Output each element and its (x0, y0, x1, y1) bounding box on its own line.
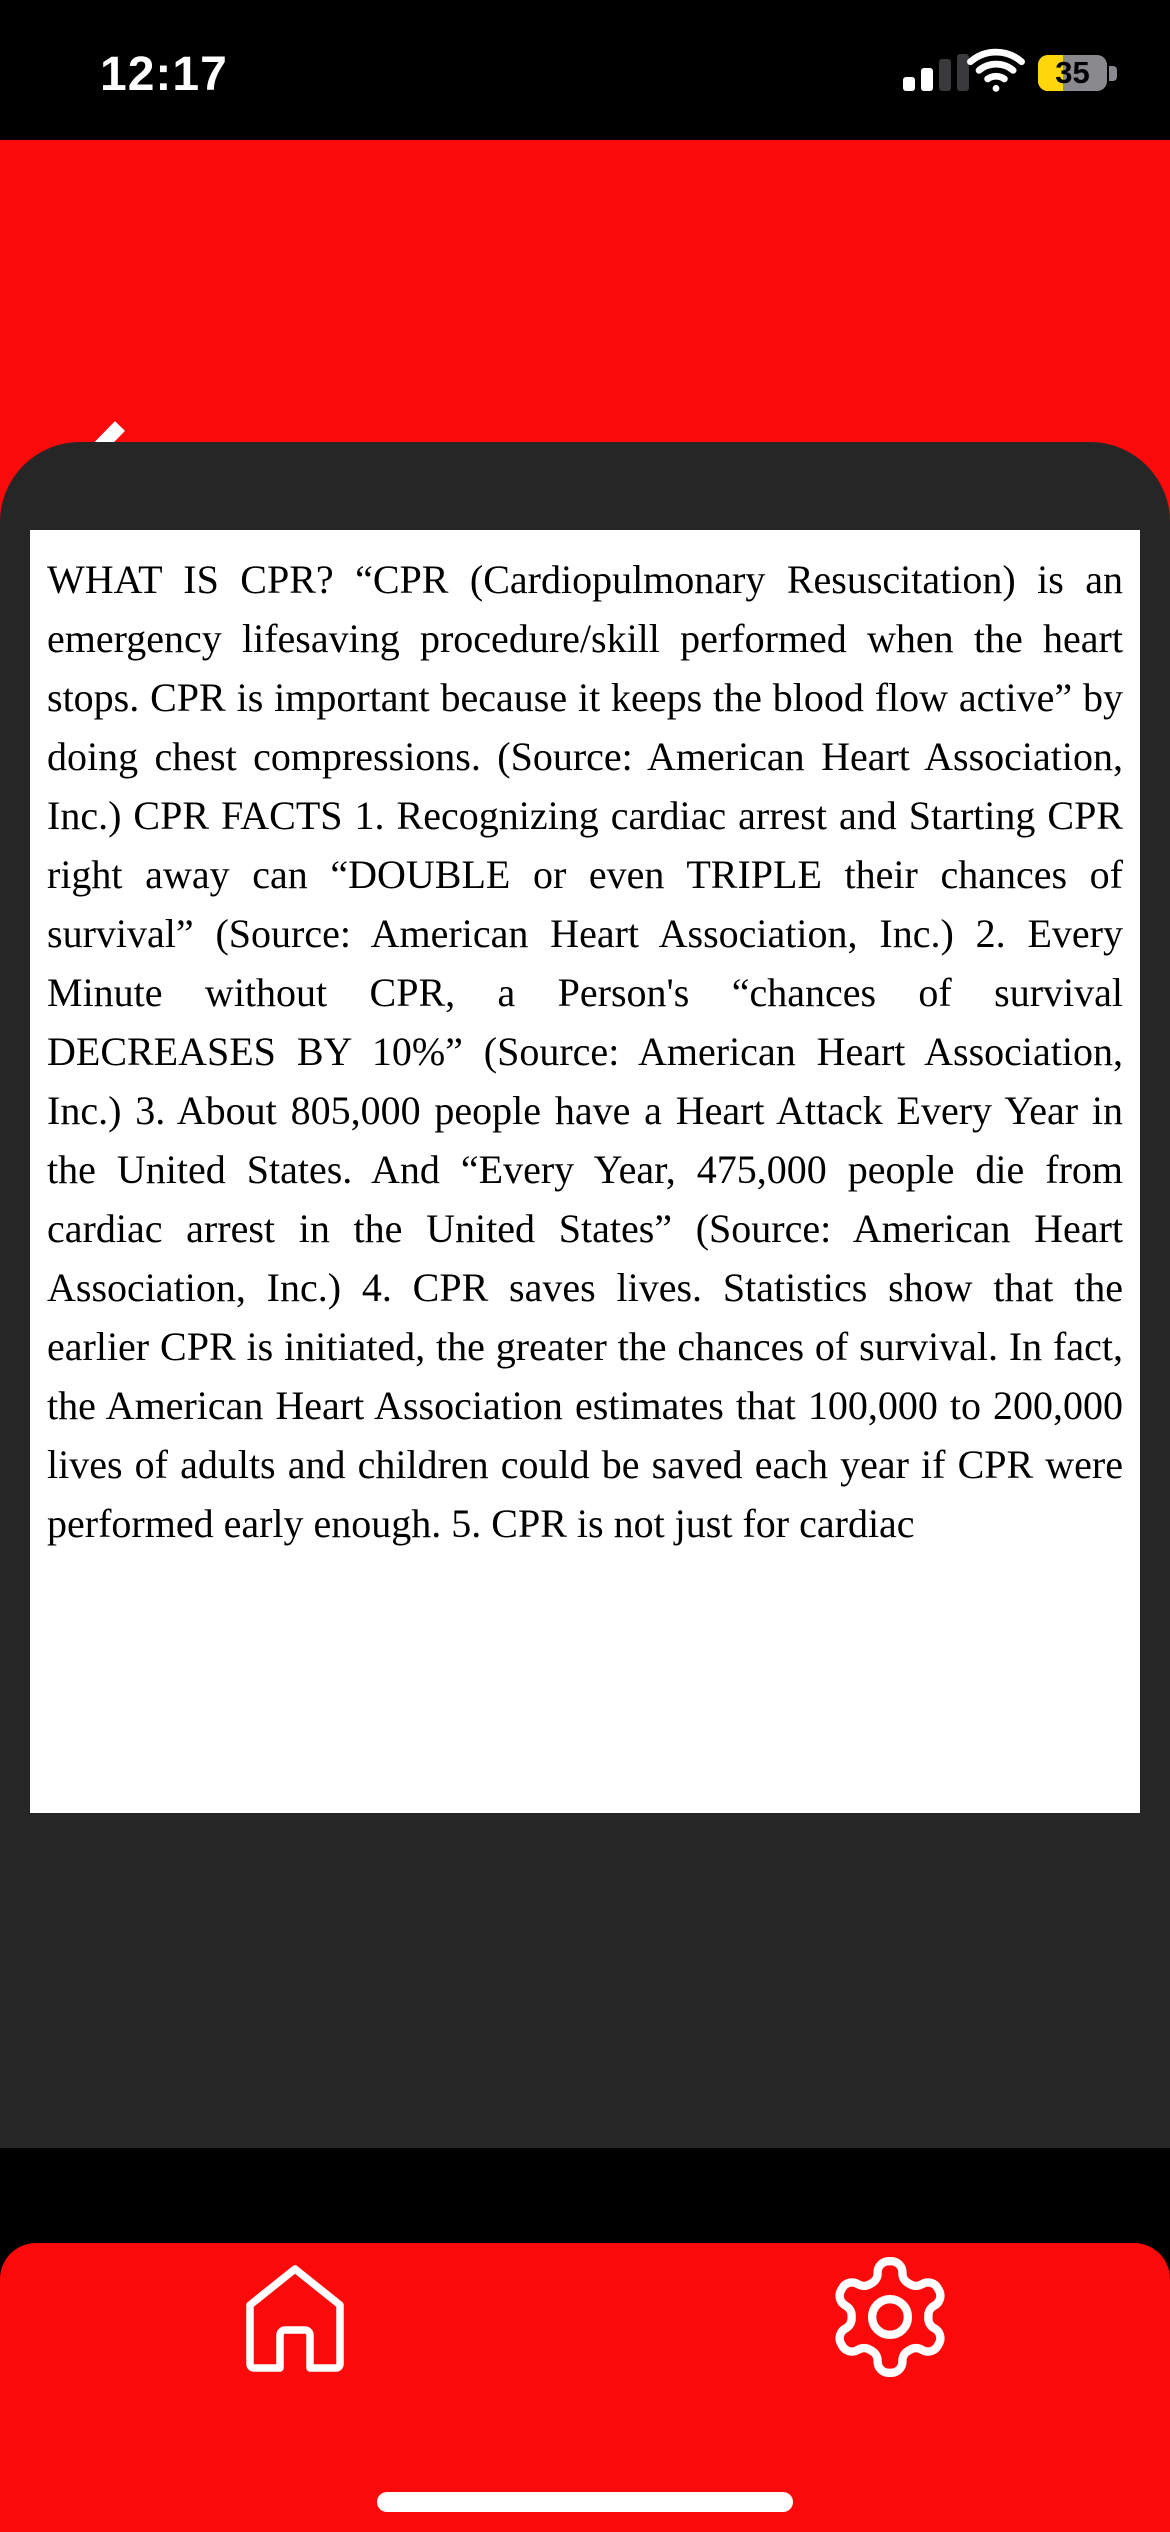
battery-percent-label: 35 (1055, 55, 1090, 90)
home-icon (235, 2259, 355, 2379)
settings-nav-button[interactable] (823, 2250, 957, 2384)
article-textbox[interactable] (30, 530, 1140, 1813)
gear-icon (823, 2250, 957, 2384)
battery-icon (1038, 55, 1107, 91)
signal-bar (903, 77, 915, 91)
cellular-signal-icon (903, 54, 969, 91)
wifi-icon (967, 40, 1025, 103)
home-nav-button[interactable] (235, 2259, 355, 2379)
status-bar (0, 0, 1170, 140)
battery-cap (1109, 66, 1117, 81)
home-indicator[interactable] (377, 2492, 793, 2512)
bottom-nav-bar (0, 2243, 1170, 2532)
status-time: 12:17 (100, 48, 228, 101)
article-body-text: WHAT IS CPR? “CPR (Cardiopulmonary Resuscitation) is an emergency lifesaving procedure/skill performed when the heart stops. CPR is important because it keeps the blood flow active” by doing chest compressions. (Source: American Heart Association, Inc.) CPR FACTS 1. Recognizing cardiac arrest and Starting CPR right away can “DOUBLE or even TRIPLE their chances of survival” (Source: American Heart Association, Inc.) 2. Every Minute without CPR, a Person's “chances of survival DECREASES BY 10%” (Source: American Heart Association, Inc.) 3. About 805,000 people have a Heart Attack Every Year in the United States. And “Every Year, 475,000 people die from cardiac arrest in the United States” (Source: American Heart Association, Inc.) 4. CPR saves lives. Statistics show that the earlier CPR is initiated, the greater the chances of survival. In fact, the American Heart Association estimates that 100,000 to 200,000 lives of adults and children could be saved each year if CPR were performed early enough. 5. CPR is not just for cardiac (47, 557, 1123, 1546)
signal-bar (921, 68, 933, 91)
signal-bar (939, 59, 951, 91)
